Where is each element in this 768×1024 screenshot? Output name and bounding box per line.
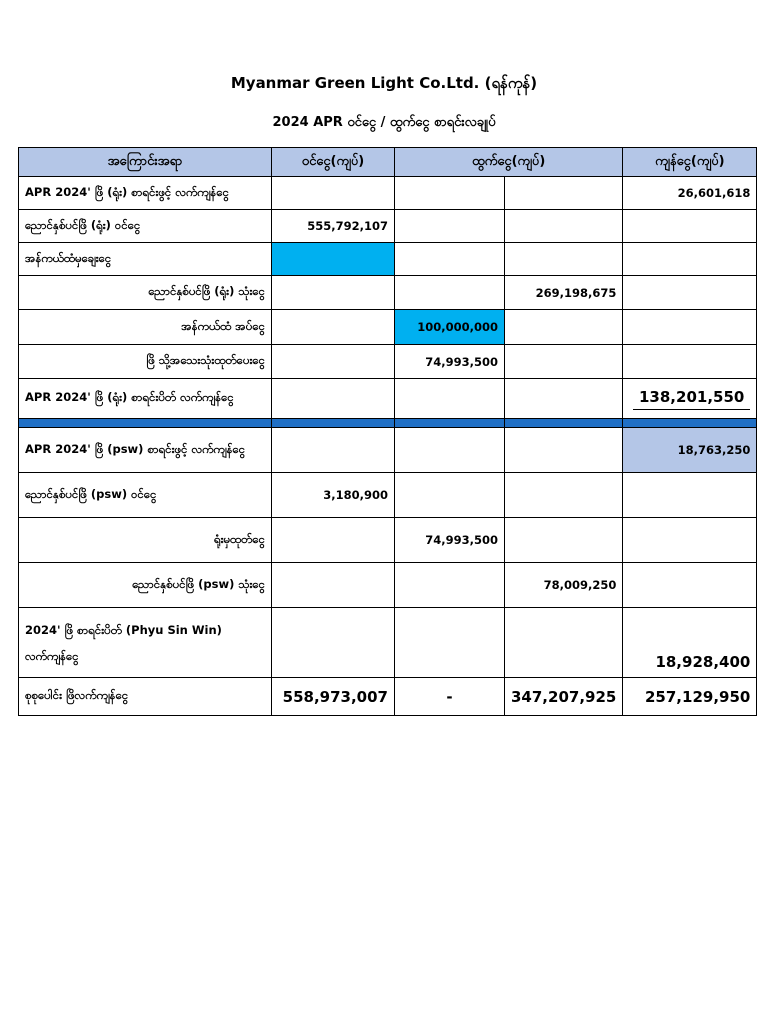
expense-cell: [505, 379, 623, 419]
balance-cell: [623, 473, 757, 518]
total-expense-1: -: [395, 678, 505, 716]
row-label: ရုံးမှထုတ်ငွေ: [19, 518, 272, 563]
income-cell: 555,792,107: [272, 210, 395, 243]
balance-cell: [623, 243, 757, 276]
balance-cell: 26,601,618: [623, 177, 757, 210]
row-label: ညောင်နှစ်ပင်ဖြိ (ရုံး) သုံးငွေ: [19, 276, 272, 310]
table-row: [19, 243, 757, 276]
closing-balance-value: 138,201,550: [633, 388, 750, 410]
row-label: ဖြိ သို့အသေးသုံးထုတ်ပေးငွေ: [19, 345, 272, 379]
balance-cell: [623, 210, 757, 243]
row-label: အန်ကယ်ထံမှချေးငွေ: [19, 243, 272, 276]
table-row: [19, 177, 757, 210]
header-income: ဝင်ငွေ(ကျပ်): [272, 148, 395, 177]
expense-cell: [395, 210, 505, 243]
document-subtitle: 2024 APR ဝင်ငွေ / ထွက်ငွေ စာရင်းလချုပ်: [272, 115, 496, 130]
expense-cell: [505, 210, 623, 243]
section-separator: [19, 419, 757, 428]
table-row: [19, 563, 757, 608]
expense-cell: 269,198,675: [505, 276, 623, 310]
header-balance: ကျန်ငွေ(ကျပ်): [623, 148, 757, 177]
expense-cell: 74,993,500: [395, 345, 505, 379]
row-label: စုစုပေါင်း ဖြိလက်ကျန်ငွေ: [19, 678, 272, 716]
expense-cell: [395, 608, 505, 678]
table-row: [19, 473, 757, 518]
table-row: [19, 518, 757, 563]
row-label-line2: လက်ကျန်ငွေ: [25, 648, 79, 663]
expense-cell: [395, 473, 505, 518]
balance-cell-highlight: 18,763,250: [623, 428, 757, 473]
table-row: [19, 276, 757, 310]
total-balance: 257,129,950: [623, 678, 757, 716]
row-label: ညောင်နှစ်ပင်ဖြိ (psw) သုံးငွေ: [19, 563, 272, 608]
total-row: [19, 678, 757, 716]
balance-cell: [623, 345, 757, 379]
expense-cell: 78,009,250: [505, 563, 623, 608]
table-row: [19, 428, 757, 473]
row-label: APR 2024' ဖြိ (ရုံး) စာရင်းဖွင့် လက်ကျန်ငွေ: [19, 177, 272, 210]
expense-cell: [395, 563, 505, 608]
expense-cell: [505, 243, 623, 276]
income-cell: [272, 428, 395, 473]
balance-cell: [623, 563, 757, 608]
row-label-line1: 2024' ဖြိ စာရင်းပိတ် (Phyu Sin Win): [25, 622, 222, 637]
income-cell: [272, 276, 395, 310]
table-row: [19, 345, 757, 379]
income-cell: [272, 563, 395, 608]
balance-cell: [623, 379, 757, 419]
table-row: [19, 310, 757, 345]
total-expense-2: 347,207,925: [505, 678, 623, 716]
expense-cell: [395, 276, 505, 310]
income-cell: [272, 608, 395, 678]
expense-cell: [505, 473, 623, 518]
row-label: [19, 608, 272, 678]
expense-cell: [395, 428, 505, 473]
row-label: ညောင်နှစ်ပင်ဖြိ (psw) ဝင်ငွေ: [19, 473, 272, 518]
summary-table: [18, 147, 757, 716]
row-label: အန်ကယ်ထံ အပ်ငွေ: [19, 310, 272, 345]
income-cell: [272, 518, 395, 563]
expense-cell: [505, 518, 623, 563]
expense-cell: [505, 608, 623, 678]
table-row: [19, 210, 757, 243]
balance-cell: 18,928,400: [623, 608, 757, 678]
expense-cell: [505, 345, 623, 379]
balance-cell: [623, 310, 757, 345]
expense-cell: [505, 177, 623, 210]
income-cell: [272, 379, 395, 419]
row-label: ညောင်နှစ်ပင်ဖြိ (ရုံး) ဝင်ငွေ: [19, 210, 272, 243]
document-title: Myanmar Green Light Co.Ltd. (ရန်ကုန်): [230, 74, 538, 92]
income-cell: [272, 310, 395, 345]
total-income: 558,973,007: [272, 678, 395, 716]
expense-cell: [395, 243, 505, 276]
income-cell: [272, 177, 395, 210]
expense-cell: [505, 428, 623, 473]
expense-cell: [395, 177, 505, 210]
expense-cell: [395, 379, 505, 419]
header-expense: ထွက်ငွေ(ကျပ်): [395, 148, 623, 177]
balance-cell: [623, 518, 757, 563]
row-label: APR 2024' ဖြိ (ရုံး) စာရင်းပိတ် လက်ကျန်ငွေ: [19, 379, 272, 419]
expense-cell: 74,993,500: [395, 518, 505, 563]
income-cell: [272, 345, 395, 379]
header-description: အကြောင်းအရာ: [19, 148, 272, 177]
expense-cell: [505, 310, 623, 345]
row-label: APR 2024' ဖြိ (psw) စာရင်းဖွင့် လက်ကျန်ငွေ: [19, 428, 272, 473]
table-header-row: [19, 148, 757, 177]
income-cell: 3,180,900: [272, 473, 395, 518]
expense-cell-highlight: 100,000,000: [395, 310, 505, 345]
table-row: [19, 608, 757, 678]
balance-cell: [623, 276, 757, 310]
income-cell-highlight: [272, 243, 395, 276]
table-row: [19, 379, 757, 419]
